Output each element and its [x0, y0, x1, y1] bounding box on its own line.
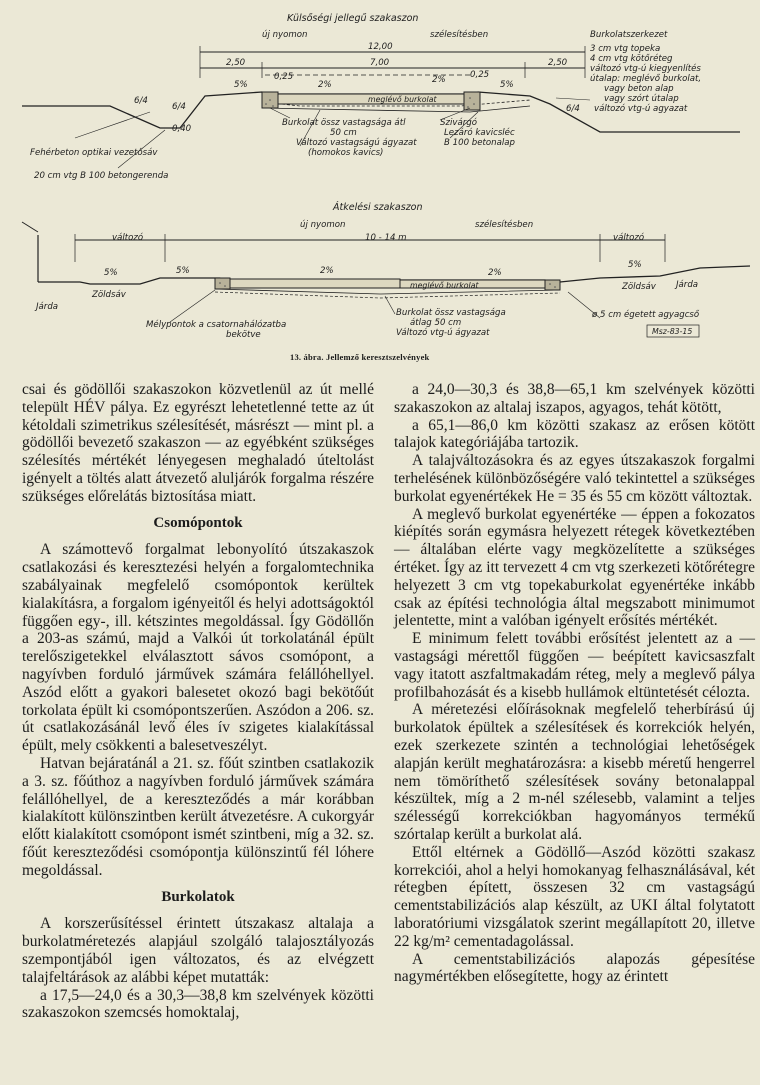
bottom-slope-2: 5%: [176, 266, 190, 276]
top-bank-right: 6/4: [566, 104, 580, 114]
bottom-new-alignment: új nyomon: [300, 220, 346, 230]
center-note: Burkolat össz vastagsága átl: [282, 118, 406, 128]
top-offset-left: 0,25: [274, 72, 294, 82]
right-column: [394, 381, 755, 986]
top-dim-center: 7,00: [370, 58, 390, 68]
paragraph: a 65,1—86,0 km közötti szakasz az erősen kötött talajok kategóriájába tartozik.: [394, 416, 755, 452]
paragraph: A méretezési előírásoknak megfelelő teherbírású új burkolatok épültek a szélesítések és korrekciók helyén, ezek szerkezete szintén a technológiai lehetőségek alapján került meghatározásra: a kisebb méretű hengerrel nem tömöríthető szélesítések sovány betonalappal készültek, míg a 2 m-nél szélesebb, valamint a teljes szélességű korrekciókban hagyományos termékű szórtalap került a burkolat alá.: [394, 701, 755, 843]
bottom-note: Burkolat össz vastagsága: [396, 308, 506, 318]
top-depth: 0,40: [172, 124, 192, 134]
top-section-title: Külsőségi jellegű szakaszon: [287, 13, 419, 24]
bottom-note: Mélypontok a csatornahálózatba: [146, 320, 287, 330]
top-right-notes: [440, 118, 515, 148]
construction-legend: [590, 30, 701, 114]
center-note: 50 cm: [330, 128, 357, 138]
top-dim-left: 2,50: [226, 58, 246, 68]
right-note: Szivárgó: [440, 118, 477, 128]
heading-junctions: Csomópontok: [153, 514, 243, 531]
heading-pavements: Burkolatok: [161, 888, 235, 905]
bottom-widening: szélesítésben: [475, 220, 534, 230]
bottom-sidewalk-left: Járda: [36, 302, 59, 312]
figure-stamp: Msz-83-15: [652, 327, 693, 336]
paragraph: a 17,5—24,0 és a 30,3—38,8 km szelvények közötti szakaszokon szemcsés homoktalaj,: [22, 986, 374, 1022]
top-existing-pavement-label: meglévő burkolat: [368, 95, 437, 104]
bottom-section-title: Átkelési szakaszon: [333, 202, 423, 213]
left-column: [22, 381, 374, 1022]
paragraph: Hatvan bejáratánál a 21. sz. főút szintben csatlakozik a 3. sz. főúthoz a nagyívben forduló járművek számára felállóhellyel, de a kereszteződés a már korábban kialakított különszintben került átvezetésre. A cukorgyár előtt kialakított csomópont ismét szintbeni, míg a 32. sz. főút kereszteződési csomópontja különszintű fél lóhere megoldással.: [22, 754, 374, 879]
top-offset-right: 0,25: [470, 70, 490, 80]
top-dim-total: 12,00: [368, 42, 393, 52]
top-note-optical-strip: Fehérbeton optikai vezetősáv: [30, 148, 158, 158]
right-note: B 100 betonalap: [444, 138, 515, 148]
construction-line: változó vtg-ú kiegyenlítés: [590, 64, 701, 74]
construction-line: 3 cm vtg topeka: [590, 44, 661, 54]
bottom-note: átlag 50 cm: [410, 318, 462, 328]
bottom-slope-3: 2%: [320, 266, 334, 276]
top-center-notes: [282, 118, 417, 158]
top-dim-right: 2,50: [548, 58, 568, 68]
bottom-slope-1: 5%: [104, 268, 118, 278]
bottom-green-left: Zöldsáv: [92, 290, 126, 300]
top-slope-left: 5%: [234, 80, 248, 90]
paragraph: A számottevő forgalmat lebonyolító útszakaszok csatlakozási és keresztezési helyén a forgalomtechnika szabályainak megfelelő csomópontok kerültek kialakításra, a forgalom igényeitől és helyi adottságoktól függően egy-, ill. kétszintes megoldással. Így Gödöllőn a 203-as számú, majd a Valkói út torkolatánál épült terelőszigetekkel elválasztott sávos csomópont, a nagyívben forduló járművek számára felállóhellyel. Aszód előtt a gyakori balesetet okozó bagi bekötőút torkolata épült ki csomópontszerűen. Aszódon a 206. sz. út csatlakozásánál levő éles ív szigetes kialakítással épült, mely csökkenti a balesetveszélyt.: [22, 541, 374, 755]
paragraph: A meglevő burkolat egyenértéke — éppen a fokozatos kiépítés során egymásra helyezett rétegek következtében — általában elérte vagy megközelítette a szükséges értéket. Így az itt tervezett 4 cm vtg szerkezeti kötőrétegre helyezett 3 cm vtg topekaburkolat egyenértéke inkább csak az építési technológia által megszabott minimumot jelentette, mint a valóban igényelt erősítés mértékét.: [394, 505, 755, 630]
paragraph: A talajváltozásokra és az egyes útszakaszok forgalmi terhelésének különbözőségére való tekintettel a szükséges burkolat egyenértékek He = 35 és 55 cm között változtak.: [394, 452, 755, 505]
construction-line: változó vtg-ú agyazat: [594, 104, 688, 114]
bottom-variable-left: változó: [112, 233, 144, 243]
construction-line: vagy szórt útalap: [604, 94, 679, 104]
top-note-concrete-beam: 20 cm vtg B 100 betongerenda: [34, 171, 169, 181]
top-bank-left-2: 6/4: [172, 102, 186, 112]
bottom-slope-5: 5%: [628, 260, 642, 270]
paragraph: E minimum felett további erősítést jelentett az a — vastagsági mérettől függően — beépített kavicsaszfalt vagy itatott aszfaltmakadám réteg, mely a meglevő pálya profilbahozását és a kisebb hullámok eltüntetését célozta.: [394, 630, 755, 701]
top-new-alignment: új nyomon: [262, 30, 308, 40]
paragraph: csai és gödöllői szakaszokon közvetlenül az út mellé települt HÉV pálya. Ez egyrészt lehetetlenné tette az út kétoldali szimetrikus szélesítését, másrészt — mint pl. a gödöllői bevezető szakaszon — az egyébként szükséges szélesítés mértékét lényegesen meghaladó úteltolást igényelt a töltés alatt átvezető aluljárók forgalma részére szükséges előrelátás biztosítása miatt.: [22, 381, 374, 505]
top-slope-center-2: 2%: [432, 75, 446, 85]
center-note: (homokos kavics): [308, 148, 384, 158]
bottom-existing-pavement-label: meglévő burkolat: [410, 281, 479, 290]
center-note: Változó vastagságú ágyazat: [296, 138, 417, 148]
figure-caption: 13. ábra. Jellemző keresztszelvények: [290, 352, 430, 362]
bottom-note: bekötve: [226, 330, 261, 340]
bottom-sidewalk-right: Járda: [676, 280, 699, 290]
bottom-green-right: Zöldsáv: [622, 282, 656, 292]
top-slope-center-1: 2%: [318, 80, 332, 90]
paragraph: a 24,0—30,3 és 38,8—65,1 km szelvények közötti szakaszokon az altalaj iszapos, agyagos, tehát kötött,: [394, 381, 755, 416]
cross-section-figure: [0, 0, 760, 372]
bottom-slope-4: 2%: [488, 268, 502, 278]
bottom-center-notes: [396, 308, 506, 338]
construction-line: útalap: meglévő burkolat,: [590, 74, 702, 84]
top-slope-right: 5%: [500, 80, 514, 90]
construction-line: vagy beton alap: [604, 84, 674, 94]
construction-line: 4 cm vtg kötőréteg: [590, 54, 673, 64]
right-note: Lezáró kavicsléc: [444, 128, 515, 138]
top-bank-left: 6/4: [134, 96, 148, 106]
paragraph: A korszerűsítéssel érintett útszakasz altalaja a burkolatméretezés alapjául szolgáló talajosztályozás szempontjából igen változatos, és az elvégzett talajfeltárások az alábbi képet mutatták:: [22, 915, 374, 986]
bottom-dim-center: 10 - 14 m: [365, 233, 407, 243]
paragraph: Ettől eltérnek a Gödöllő—Aszód közötti szakasz korrekciói, ahol a helyi homokanyag felhasználásával, két rétegben épített, összesen 32 cm vastagságú cementstabilizációs alap készült, az UKI által folytatott laboratóriumi vizsgálatok szerint megállapított 20, illetve 22 kg/m² cementadagolással.: [394, 843, 755, 950]
bottom-left-notes: [146, 320, 286, 340]
bottom-note: Változó vtg-ú ágyazat: [396, 328, 490, 338]
top-widening: szélesítésben: [430, 30, 489, 40]
paragraph: A cementstabilizációs alapozás gépesítése nagymértékben elősegítette, hogy az érintett: [394, 950, 755, 986]
construction-title: Burkolatszerkezet: [590, 30, 668, 40]
bottom-variable-right: változó: [613, 233, 645, 243]
bottom-note-pipe: ø 5 cm égetett agyagcső: [592, 310, 700, 320]
